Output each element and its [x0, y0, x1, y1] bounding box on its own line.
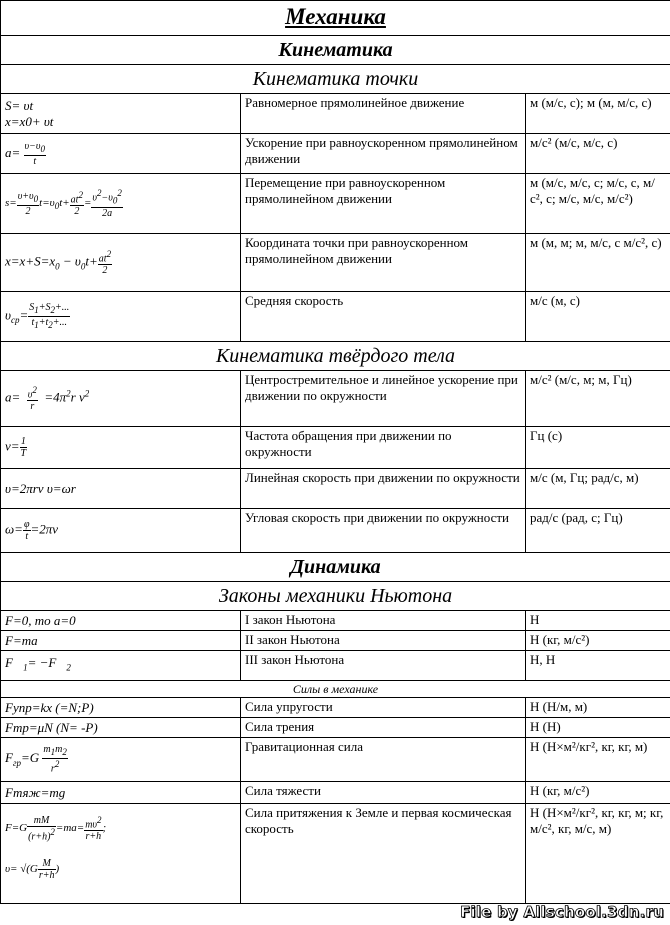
section-row — [1, 36, 670, 65]
units-cell: Н (кг, м/с²) — [526, 782, 670, 804]
units-cell: м (м/с, с); м (м, м/с, с) — [526, 94, 670, 134]
table-row — [1, 292, 670, 342]
units-cell: Н (Н×м²/кг², кг, кг, м; кг, м/с², кг, м/с, м) — [526, 804, 670, 904]
description-cell: Частота обращения при движении по окружности — [241, 427, 526, 469]
table-row — [1, 509, 670, 553]
section-dynamics: Динамика — [1, 553, 670, 582]
units-cell: Н — [526, 611, 670, 631]
formula-cell: υ=2πrν υ=ωr — [1, 469, 241, 509]
units-cell: Н (Н) — [526, 718, 670, 738]
units-cell: м (м/с, м/с, с; м/с, с, м/с², с; м/с, м/с, м/с²) — [526, 174, 670, 234]
formula-cell: Fтяж=mg — [1, 782, 241, 804]
table-row — [1, 469, 670, 509]
formula-cell: $\upsilon_{ср}=$ $\frac{S_1+S_2+...}{t_1+t_2+...}$ — [1, 292, 241, 342]
units-cell: м/с² (м/с, м/с, с) — [526, 134, 670, 174]
description-cell: I закон Ньютона — [241, 611, 526, 631]
table-row — [1, 738, 670, 782]
description-cell: Сила притяжения к Земле и первая космическая скорость — [241, 804, 526, 904]
description-cell: Угловая скорость при движении по окружности — [241, 509, 526, 553]
formula-cell: S= υt x=x0+ υt — [1, 94, 241, 134]
description-cell: Центростремительное и линейное ускорение при движении по окружности — [241, 371, 526, 427]
units-cell: рад/с (рад, с; Гц) — [526, 509, 670, 553]
description-cell: Сила тяжести — [241, 782, 526, 804]
description-cell: Равномерное прямолинейное движение — [241, 94, 526, 134]
formula-cell: Fтр=μN (N= -P) — [1, 718, 241, 738]
table-row — [1, 698, 670, 718]
formula-cell: F=G $\frac{mM}{(r+h)^2}$ =ma= $\frac{m\upsilon^2}{r+h}$ ; υ= √(G $\frac{M}{r+h}$ ) — [1, 804, 241, 904]
formula-cell: s= $\frac{\upsilon+\upsilon_0}{2}$ $t=\upsilon_0t+$ $\frac{at^2}{2}$ = $\frac{\upsilon^2-\upsilon_0^2}{2a}$ — [1, 174, 241, 234]
page-title: Механика — [1, 1, 670, 36]
units-cell: Н, Н — [526, 651, 670, 681]
units-cell: м/с² (м/с, м; м, Гц) — [526, 371, 670, 427]
section-newton-laws: Законы механики Ньютона — [1, 582, 670, 611]
table-row — [1, 782, 670, 804]
section-row — [1, 582, 670, 611]
formula-cell: $x=x+S=x_0 - \upsilon_0t+$ $\frac{at^2}{2}$ — [1, 234, 241, 292]
table-row — [1, 611, 670, 631]
table-row — [1, 651, 670, 681]
description-cell: Координата точки при равноускоренном прямолинейном движении — [241, 234, 526, 292]
units-cell: Н (Н×м²/кг², кг, кг, м) — [526, 738, 670, 782]
section-row — [1, 342, 670, 371]
formula-cell: a= $\frac{\upsilon^2}{r}$ $=4\pi^2r$ $\nu^2$ — [1, 371, 241, 427]
table-row — [1, 134, 670, 174]
table-row — [1, 631, 670, 651]
table-row — [1, 427, 670, 469]
description-cell: Линейная скорость при движении по окружности — [241, 469, 526, 509]
description-cell: Гравитационная сила — [241, 738, 526, 782]
section-row — [1, 65, 670, 94]
formula-cell: $F⃗_1=$ $-F⃗_2$ — [1, 651, 241, 681]
formula-cell: F=0, то a=0 — [1, 611, 241, 631]
table-row — [1, 371, 670, 427]
description-cell: III закон Ньютона — [241, 651, 526, 681]
units-cell: Н (кг, м/с²) — [526, 631, 670, 651]
section-row — [1, 681, 670, 698]
watermark: File by Allschool.3dn.ru — [460, 903, 664, 921]
units-cell: Гц (с) — [526, 427, 670, 469]
table-row — [1, 94, 670, 134]
section-rigid-kinematics: Кинематика твёрдого тела — [1, 342, 670, 371]
table-row — [1, 718, 670, 738]
section-point-kinematics: Кинематика точки — [1, 65, 670, 94]
units-cell: м/с (м, с) — [526, 292, 670, 342]
title-row — [1, 1, 670, 36]
formula-cell: $F_{гр}=G$ $\frac{m_1m_2}{r^2}$ — [1, 738, 241, 782]
formula-cell: ν= $\frac{1}{T}$ — [1, 427, 241, 469]
description-cell: Сила трения — [241, 718, 526, 738]
description-cell: Сила упругости — [241, 698, 526, 718]
units-cell: м/с (м, Гц; рад/с, м) — [526, 469, 670, 509]
table-row — [1, 804, 670, 904]
description-cell: Перемещение при равноускоренном прямолинейном движении — [241, 174, 526, 234]
description-cell: II закон Ньютона — [241, 631, 526, 651]
section-row — [1, 553, 670, 582]
formula-cell: a= $\frac{\upsilon-\upsilon_0}{t}$ — [1, 134, 241, 174]
formula-cell: ω= $\frac{\varphi}{t}$ =2πν — [1, 509, 241, 553]
formula-cell: Fупр=kx (=N;P) — [1, 698, 241, 718]
units-cell: м (м, м; м, м/с, с м/с², с) — [526, 234, 670, 292]
units-cell: Н (Н/м, м) — [526, 698, 670, 718]
section-kinematics: Кинематика — [1, 36, 670, 65]
section-forces: Силы в механике — [1, 681, 670, 698]
description-cell: Ускорение при равноускоренном прямолинейном движении — [241, 134, 526, 174]
description-cell: Средняя скорость — [241, 292, 526, 342]
table-row — [1, 234, 670, 292]
table-row — [1, 174, 670, 234]
formula-cell: F=ma — [1, 631, 241, 651]
